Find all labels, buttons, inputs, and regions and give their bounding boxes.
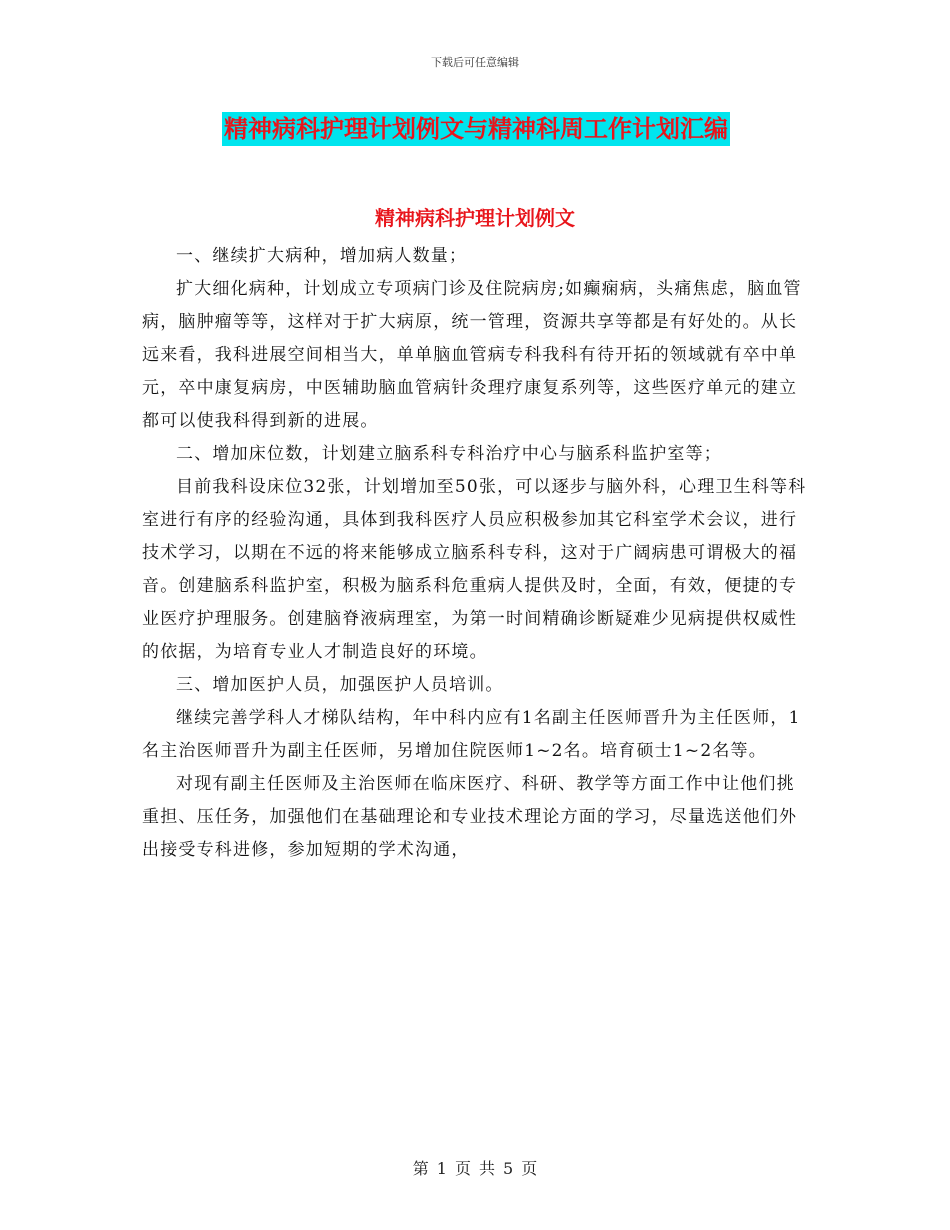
- paragraph: 三、增加医护人员，加强医护人员培训。: [176, 675, 504, 695]
- paragraph: 继续完善学科人才梯队结构，年中科内应有1名副主任医师晋升为主任医师，1名主治医师晋升为副主任医师，另增加住院医师1~2名。培育硕士1~2名等。: [142, 708, 801, 761]
- section-title: 精神病科护理计划例文: [375, 206, 575, 230]
- page-unit: 页: [454, 1159, 471, 1178]
- total-pages: 5: [503, 1159, 514, 1178]
- page-footer: [0, 1156, 950, 1179]
- paragraph: 二、增加床位数，计划建立脑系科专科治疗中心与脑系科监护室等；: [176, 444, 722, 464]
- paragraph: 目前我科设床位32张，计划增加至50张，可以逐步与脑外科，心理卫生科等科室进行有序的经验沟通，具体到我科医疗人员应积极参加其它科室学术会议，进行技术学习，以期在不远的将来能够成立脑系科专科，这对于广阔病患可谓极大的福音。创建脑系科监护室，积极为脑系科危重病人提供及时，全面，有效，便捷的专业医疗护理服务。创建脑脊液病理室，为第一时间精确诊断疑难少见病提供权威性的依据，为培育专业人才制造良好的环境。: [142, 477, 807, 662]
- document-title: 精神病科护理计划例文与精神科周工作计划汇编: [222, 112, 730, 146]
- document-body: [142, 240, 812, 867]
- paragraph: 对现有副主任医师及主治医师在临床医疗、科研、教学等方面工作中让他们挑重担、压任务，加强他们在基础理论和专业技术理论方面的学习，尽量选送他们外出接受专科进修，参加短期的学术沟通，: [142, 774, 798, 860]
- paragraph: 一、继续扩大病种，增加病人数量；: [176, 246, 468, 266]
- page-number: 1: [436, 1159, 447, 1178]
- header-note: 下载后可任意编辑: [431, 56, 519, 69]
- paragraph: 扩大细化病种，计划成立专项病门诊及住院病房;如癫痫病，头痛焦虑，脑血管病，脑肿瘤等等，这样对于扩大病原，统一管理，资源共享等都是有好处的。从长远来看，我科进展空间相当大，单单脑血管病专科我科有待开拓的领域就有卒中单元，卒中康复病房，中医辅助脑血管病针灸理疗康复系列等，这些医疗单元的建立都可以使我科得到新的进展。: [142, 279, 802, 431]
- total-label: 共: [479, 1159, 496, 1178]
- total-unit: 页: [521, 1159, 538, 1178]
- page-label: 第: [412, 1159, 429, 1178]
